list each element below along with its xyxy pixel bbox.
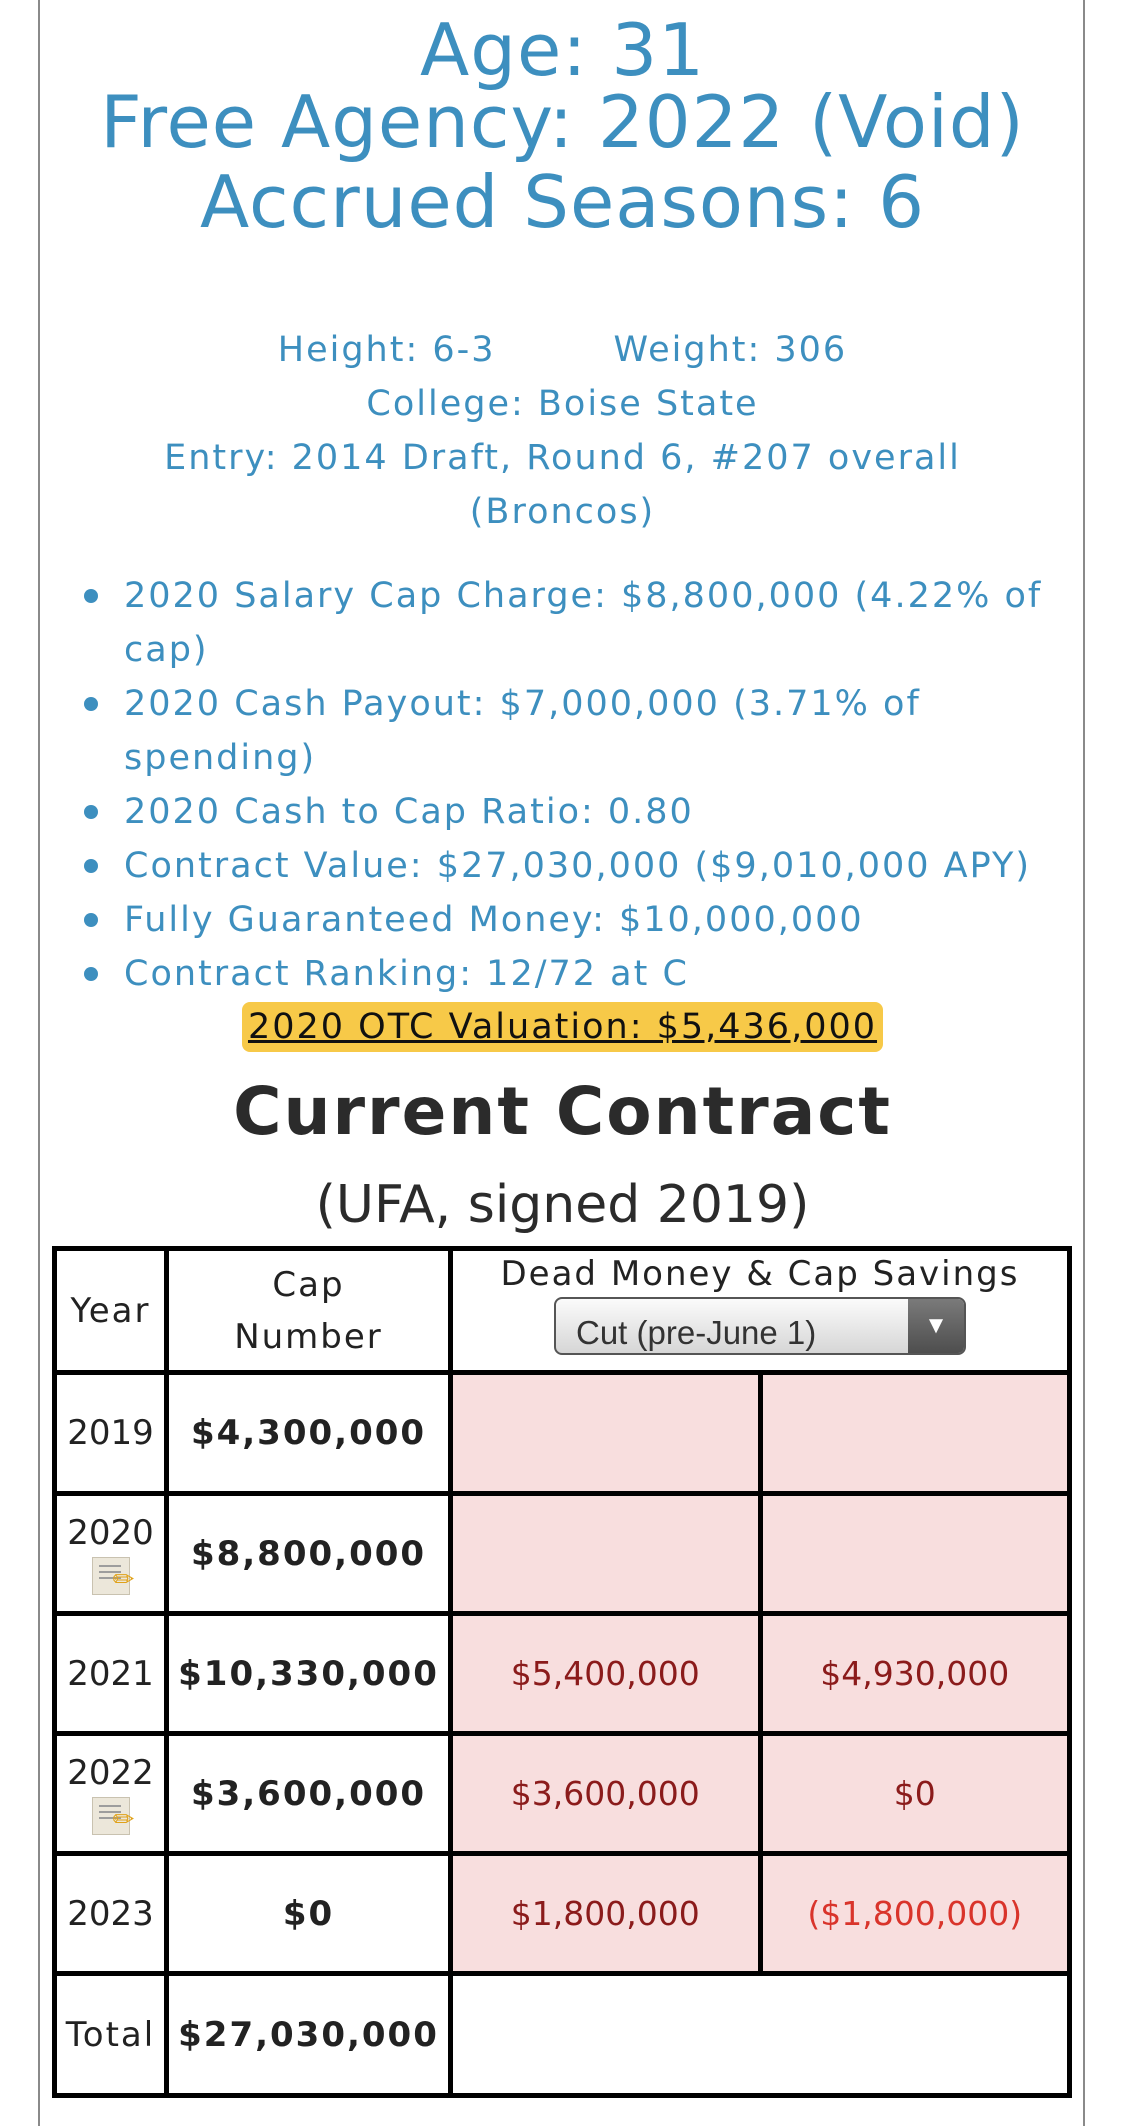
header-cap-number-label: Cap Number bbox=[234, 1264, 383, 1357]
header-year: Year bbox=[55, 1249, 167, 1373]
player-entry-team: (Broncos) bbox=[469, 492, 656, 532]
fact-item: Fully Guaranteed Money: $10,000,000 bbox=[124, 893, 1094, 947]
chevron-down-icon: ▼ bbox=[908, 1299, 964, 1353]
section-subtitle: (UFA, signed 2019) bbox=[315, 1175, 810, 1235]
player-accrued-seasons: Accrued Seasons: 6 bbox=[199, 160, 926, 244]
cap-number-cell: $8,800,000 bbox=[167, 1494, 451, 1614]
year-label: 2022 bbox=[67, 1752, 154, 1793]
note-icon[interactable] bbox=[92, 1557, 130, 1595]
cap-number-cell: $10,330,000 bbox=[167, 1614, 451, 1734]
dead-money-cell: $3,600,000 bbox=[451, 1734, 761, 1854]
cap-savings-cell bbox=[760, 1373, 1070, 1494]
year-cell bbox=[55, 1494, 167, 1614]
dead-money-cell: $5,400,000 bbox=[451, 1614, 761, 1734]
cap-savings-cell: ($1,800,000) bbox=[760, 1854, 1070, 1974]
otc-valuation-link[interactable]: 2020 OTC Valuation: $5,436,000 bbox=[242, 1002, 883, 1052]
dead-money-cell: $1,800,000 bbox=[451, 1854, 761, 1974]
year-cell: 2019 bbox=[55, 1373, 167, 1494]
player-weight: Weight: 306 bbox=[613, 330, 848, 370]
table-total-row bbox=[55, 1974, 1070, 2096]
year-cell bbox=[55, 1734, 167, 1854]
dead-money-cell bbox=[451, 1373, 761, 1494]
player-height: Height: 6-3 bbox=[277, 330, 496, 370]
height-weight-line bbox=[0, 323, 1125, 377]
year-label: 2020 bbox=[67, 1512, 154, 1553]
release-type-select[interactable] bbox=[554, 1297, 966, 1355]
player-free-agency: Free Agency: 2022 (Void) bbox=[100, 80, 1025, 164]
note-icon[interactable] bbox=[92, 1797, 130, 1835]
release-type-value: Cut (pre-June 1) bbox=[576, 1314, 817, 1351]
header-dead-money bbox=[451, 1249, 1070, 1373]
cap-savings-cell: $0 bbox=[760, 1734, 1070, 1854]
total-cap-cell: $27,030,000 bbox=[167, 1974, 451, 2096]
valuation-row bbox=[0, 1002, 1125, 1052]
header-cap-number bbox=[167, 1249, 451, 1373]
cap-savings-cell bbox=[760, 1494, 1070, 1614]
contract-facts-list bbox=[68, 569, 1094, 1001]
year-cell: 2023 bbox=[55, 1854, 167, 1974]
header-dead-money-label: Dead Money & Cap Savings bbox=[500, 1254, 1020, 1294]
fact-item: Contract Value: $27,030,000 ($9,010,000 APY) bbox=[124, 839, 1094, 893]
section-title: Current Contract bbox=[233, 1073, 892, 1150]
fact-item: 2020 Cash to Cap Ratio: 0.80 bbox=[124, 785, 1094, 839]
table-row bbox=[55, 1854, 1070, 1974]
player-age: Age: 31 bbox=[419, 8, 705, 92]
total-label: Total bbox=[55, 1974, 167, 2096]
cap-number-cell: $0 bbox=[167, 1854, 451, 1974]
table-row bbox=[55, 1614, 1070, 1734]
player-college: College: Boise State bbox=[366, 384, 759, 424]
cap-number-cell: $4,300,000 bbox=[167, 1373, 451, 1494]
table-row bbox=[55, 1373, 1070, 1494]
fact-item: Contract Ranking: 12/72 at C bbox=[124, 947, 1094, 1001]
player-entry: Entry: 2014 Draft, Round 6, #207 overall bbox=[164, 438, 961, 478]
fact-item: 2020 Salary Cap Charge: $8,800,000 (4.22% of cap) bbox=[124, 569, 1094, 677]
cap-number-cell: $3,600,000 bbox=[167, 1734, 451, 1854]
table-row bbox=[55, 1494, 1070, 1614]
cap-savings-cell: $4,930,000 bbox=[760, 1614, 1070, 1734]
fact-item: 2020 Cash Payout: $7,000,000 (3.71% of spending) bbox=[124, 677, 1094, 785]
contract-table bbox=[52, 1246, 1072, 2098]
dead-money-cell bbox=[451, 1494, 761, 1614]
total-empty-cell bbox=[451, 1974, 1070, 2096]
table-header-row bbox=[55, 1249, 1070, 1373]
year-cell: 2021 bbox=[55, 1614, 167, 1734]
table-row bbox=[55, 1734, 1070, 1854]
